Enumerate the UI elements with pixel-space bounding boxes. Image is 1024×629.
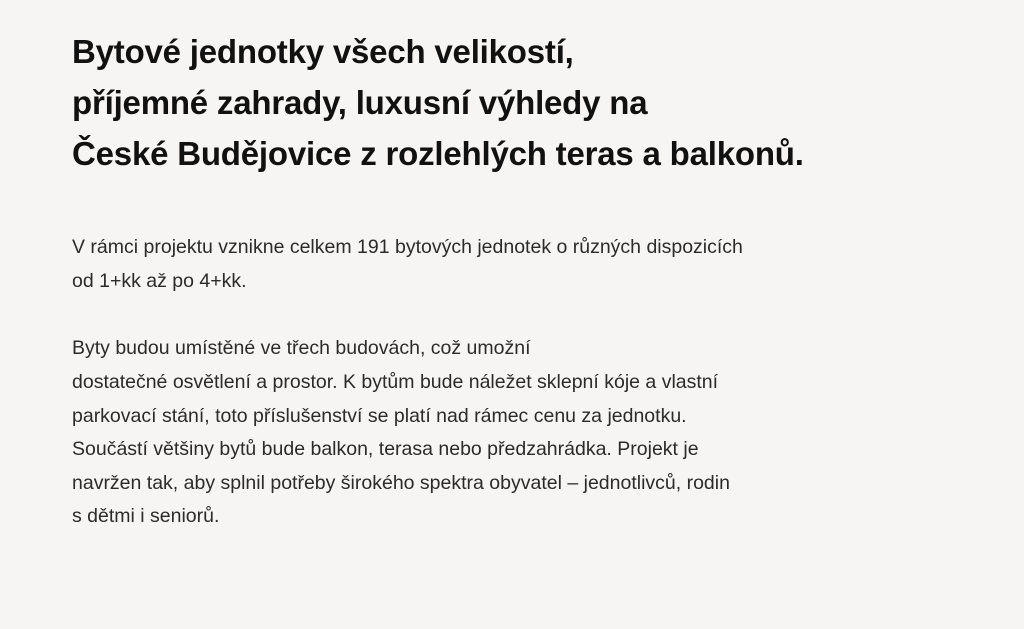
paragraph-1-line-2: od 1+kk až po 4+kk.: [72, 269, 247, 292]
paragraph-2-line-1: Byty budou umístěné ve třech budovách, což umožní: [72, 337, 531, 360]
paragraph-2-line-3: parkovací stání, toto příslušenství se platí nad rámec cenu za jednotku.: [72, 404, 687, 427]
page-title: [72, 18, 952, 179]
paragraph-2-line-6: s dětmi i seniorů.: [72, 505, 220, 528]
paragraph-1: [72, 231, 952, 298]
headline-line-3: České Budějovice z rozlehlých teras a balkonů.: [72, 135, 804, 173]
paragraph-2-line-5: navržen tak, aby splnil potřeby širokého spektra obyvatel – jednotlivců, rodin: [72, 471, 730, 494]
paragraph-1-line-1: V rámci projektu vznikne celkem 191 bytových jednotek o různých dispozicích: [72, 236, 743, 259]
paragraph-2: [72, 332, 952, 533]
paragraph-2-line-2: dostatečné osvětlení a prostor. K bytům bude náležet sklepní kóje a vlastní: [72, 371, 719, 394]
paragraph-2-line-4: Součástí většiny bytů bude balkon, terasa nebo předzahrádka. Projekt je: [72, 438, 699, 461]
headline-line-2: příjemné zahrady, luxusní výhledy na: [72, 84, 648, 122]
headline-line-1: Bytové jednotky všech velikostí,: [72, 33, 574, 70]
body-text: [72, 231, 952, 533]
